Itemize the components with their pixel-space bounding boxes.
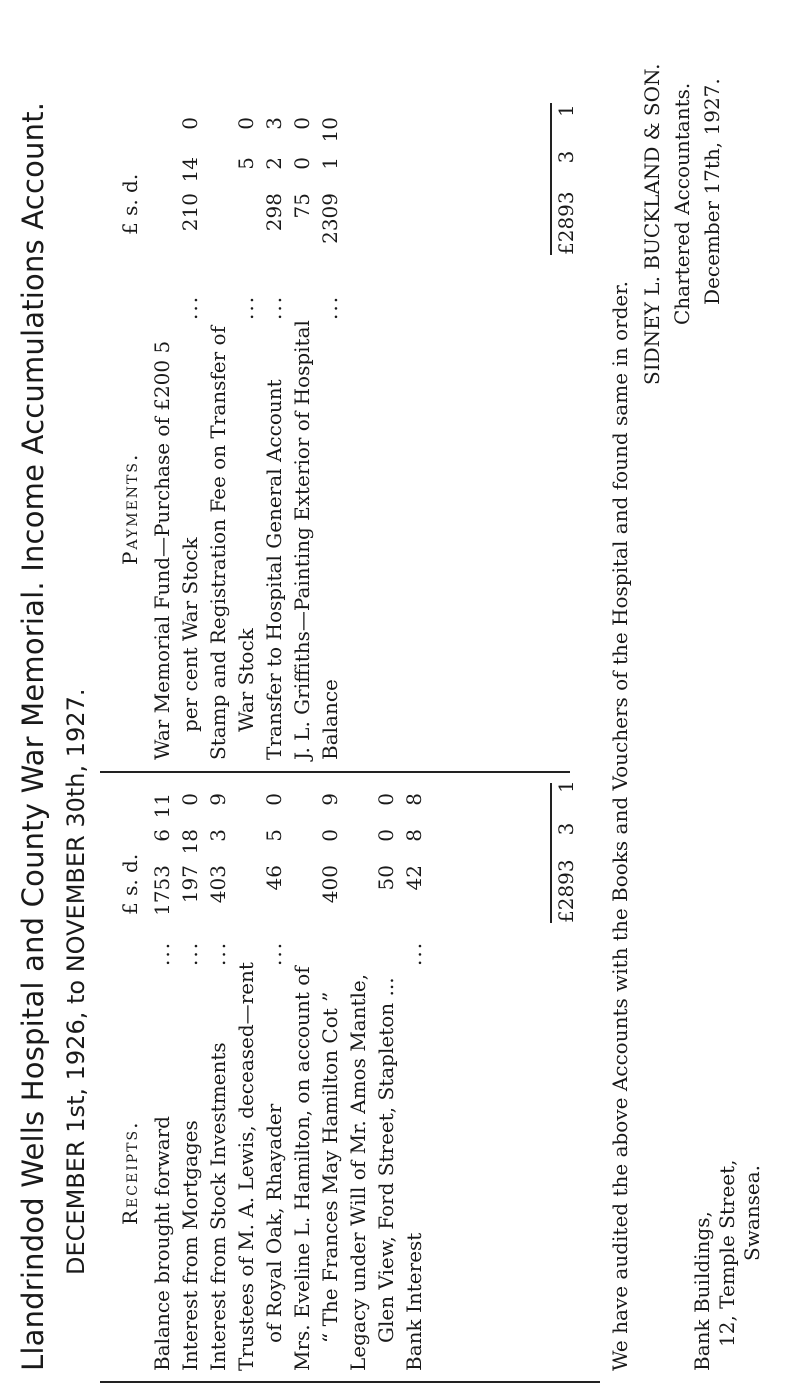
address-line-3: Swansea. bbox=[740, 1164, 764, 1261]
payments-row-shillings: 5 bbox=[234, 157, 258, 170]
receipts-row-leader-dots: ... bbox=[206, 940, 230, 966]
receipts-table bbox=[150, 776, 430, 1371]
payments-row-pence: 0 bbox=[234, 117, 258, 130]
audit-date: December 17th, 1927. bbox=[700, 78, 724, 305]
receipts-row-amount bbox=[178, 793, 203, 923]
receipts-heading: Receipts. bbox=[118, 1120, 142, 1225]
payments-row-pounds: 2309 bbox=[318, 193, 342, 244]
payments-total-shillings: 3 bbox=[554, 150, 578, 164]
payments-row-pence: 3 bbox=[262, 117, 286, 130]
receipts-row-description: Legacy under Will of Mr. Amos Mantle, bbox=[346, 973, 370, 1371]
period-subtitle bbox=[62, 105, 90, 1275]
receipts-row-pounds: 46 bbox=[262, 865, 286, 891]
receipts-row-description: Bank Interest bbox=[402, 1232, 426, 1371]
period-text: DECEMBER 1st, 1926, to NOVEMBER 30th, 1927. bbox=[62, 688, 90, 1275]
receipts-row-pounds: 1753 bbox=[150, 865, 174, 916]
receipts-total bbox=[554, 780, 578, 923]
address-line-1: Bank Buildings, bbox=[690, 1211, 714, 1371]
payments-row-description: War Memorial Fund—Purchase of £200 5 bbox=[150, 340, 174, 760]
receipts-row-pounds: 400 bbox=[318, 865, 342, 904]
receipts-row-shillings: 18 bbox=[178, 829, 202, 855]
payments-total-rule bbox=[550, 103, 552, 255]
audit-statement: We have audited the above Accounts with the Books and Vouchers of the Hospital and found same in order. bbox=[608, 281, 632, 1371]
payments-total bbox=[554, 104, 578, 255]
payments-row bbox=[206, 80, 234, 760]
receipts-row-pence: 0 bbox=[178, 793, 202, 806]
payments-currency-heading: £ s. d. bbox=[118, 173, 142, 235]
payments-row-leader-dots: ... bbox=[318, 294, 342, 320]
receipts-row-pounds: 50 bbox=[374, 865, 398, 891]
receipts-row-pounds: 403 bbox=[206, 865, 230, 904]
receipts-row-amount bbox=[150, 793, 175, 923]
payments-row-leader-dots: ... bbox=[178, 294, 202, 320]
receipts-row bbox=[374, 776, 402, 1371]
receipts-row-pence: 9 bbox=[206, 793, 230, 806]
payments-row-description: War Stock bbox=[234, 628, 258, 732]
receipts-row-description: Balance brought forward bbox=[150, 1116, 174, 1371]
payments-row-shillings: 0 bbox=[290, 157, 314, 170]
payments-row-pence: 0 bbox=[290, 117, 314, 130]
receipts-row bbox=[318, 776, 346, 1371]
payments-row bbox=[234, 80, 262, 760]
receipts-total-rule bbox=[550, 783, 552, 923]
receipts-row bbox=[178, 776, 206, 1371]
receipts-row bbox=[290, 776, 318, 1371]
payments-row-leader-dots: ... bbox=[262, 294, 286, 320]
receipts-total-shillings: 3 bbox=[554, 822, 578, 836]
receipts-row-shillings: 5 bbox=[262, 829, 286, 842]
receipts-row-amount bbox=[402, 793, 427, 923]
receipts-row-description: Glen View, Ford Street, Stapleton ... bbox=[374, 977, 398, 1343]
payments-row-amount bbox=[318, 117, 343, 255]
receipts-row-shillings: 3 bbox=[206, 829, 230, 842]
payments-table bbox=[150, 80, 346, 760]
payments-row-pence: 0 bbox=[178, 117, 202, 130]
receipts-row bbox=[262, 776, 290, 1371]
receipts-row-shillings: 6 bbox=[150, 829, 174, 842]
payments-row-leader-dots: ... bbox=[234, 294, 258, 320]
receipts-row-pence: 0 bbox=[374, 793, 398, 806]
receipts-row-description: “ The Frances May Hamilton Cot ” bbox=[318, 991, 342, 1343]
receipts-row-pence: 0 bbox=[262, 793, 286, 806]
payments-row bbox=[290, 80, 318, 760]
payments-row-description: per cent War Stock bbox=[178, 537, 202, 732]
payments-row-amount bbox=[290, 117, 315, 255]
table-middle-rule bbox=[100, 772, 570, 774]
payments-row bbox=[318, 80, 346, 760]
payments-row-description: Transfer to Hospital General Account bbox=[262, 379, 286, 760]
receipts-row bbox=[346, 776, 374, 1371]
payments-total-pence: 1 bbox=[554, 104, 578, 118]
payments-row-pounds: 210 bbox=[178, 193, 202, 232]
payments-row-shillings: 14 bbox=[178, 157, 202, 183]
payments-row-amount bbox=[262, 117, 287, 255]
receipts-row-amount bbox=[262, 793, 287, 923]
payments-row-shillings: 2 bbox=[262, 157, 286, 170]
receipts-total-pence: 1 bbox=[554, 780, 578, 794]
receipts-row bbox=[150, 776, 178, 1371]
receipts-row-description: Interest from Mortgages bbox=[178, 1120, 202, 1371]
receipts-row-description: Mrs. Eveline L. Hamilton, on account of bbox=[290, 966, 314, 1371]
receipts-total-pounds: £2893 bbox=[554, 859, 578, 923]
receipts-row-pence: 11 bbox=[150, 793, 174, 819]
document-title: Llandrindod Wells Hospital and County War Memorial. Income Accumulations Account. bbox=[16, 101, 50, 1371]
receipts-row-amount bbox=[206, 793, 231, 923]
payments-row-description: Balance bbox=[318, 679, 342, 760]
table-left-rule bbox=[100, 1381, 600, 1383]
receipts-row-shillings: 0 bbox=[374, 829, 398, 842]
auditor-firm: SIDNEY L. BUCKLAND & SON. bbox=[640, 63, 664, 385]
receipts-row-description: of Royal Oak, Rhayader bbox=[262, 1103, 286, 1343]
receipts-row-pence: 8 bbox=[402, 793, 426, 806]
receipts-row-amount bbox=[374, 793, 399, 923]
receipts-row-description: Trustees of M. A. Lewis, deceased—rent bbox=[234, 962, 258, 1371]
payments-row-amount bbox=[178, 117, 203, 255]
payments-row bbox=[262, 80, 290, 760]
receipts-row-shillings: 8 bbox=[402, 829, 426, 842]
address-line-2: 12, Temple Street, bbox=[715, 1159, 739, 1347]
payments-row-description: Stamp and Registration Fee on Transfer of bbox=[206, 325, 230, 760]
payments-heading: Payments. bbox=[118, 452, 142, 565]
receipts-row-leader-dots: ... bbox=[402, 940, 426, 966]
receipts-row-leader-dots: ... bbox=[178, 940, 202, 966]
payments-row-amount bbox=[234, 117, 259, 255]
payments-row-description: J. L. Griffiths—Painting Exterior of Hospital bbox=[290, 320, 314, 760]
receipts-row-pounds: 42 bbox=[402, 865, 426, 891]
auditor-role: Chartered Accountants. bbox=[670, 82, 694, 325]
receipts-row-pounds: 197 bbox=[178, 865, 202, 904]
receipts-row-leader-dots: ... bbox=[150, 940, 174, 966]
receipts-row-amount bbox=[318, 793, 343, 923]
payments-row-shillings: 1 bbox=[318, 157, 342, 170]
receipts-row-shillings: 0 bbox=[318, 829, 342, 842]
receipts-row-leader-dots: ... bbox=[262, 940, 286, 966]
payments-row bbox=[178, 80, 206, 760]
receipts-currency-heading: £ s. d. bbox=[118, 853, 142, 915]
receipts-row bbox=[402, 776, 430, 1371]
payments-row-pounds: 75 bbox=[290, 193, 314, 219]
receipts-row bbox=[206, 776, 234, 1371]
payments-row bbox=[150, 80, 178, 760]
receipts-row-description: Interest from Stock Investments bbox=[206, 1042, 230, 1371]
payments-row-pence: 10 bbox=[318, 117, 342, 143]
receipts-row-pence: 9 bbox=[318, 793, 342, 806]
receipts-row bbox=[234, 776, 262, 1371]
payments-row-pounds: 298 bbox=[262, 193, 286, 232]
payments-total-pounds: £2893 bbox=[554, 191, 578, 255]
